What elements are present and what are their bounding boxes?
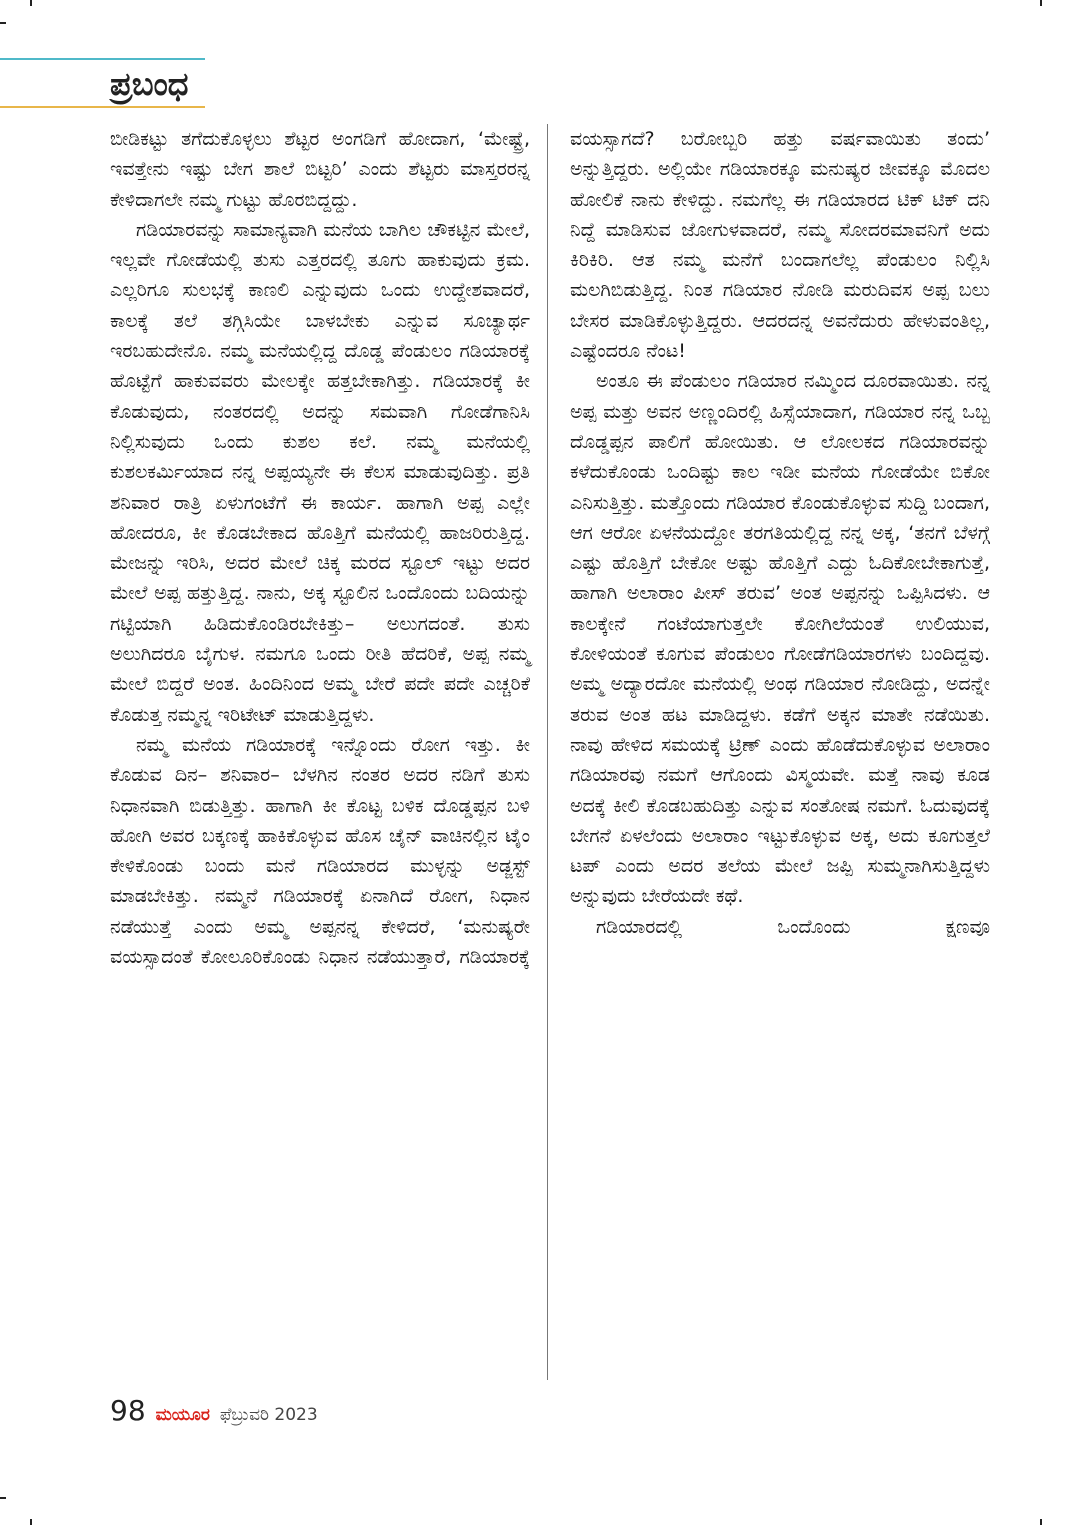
paragraph: ನಮ್ಮ ಮನೆಯ ಗಡಿಯಾರಕ್ಕೆ ಇನ್ನೊಂದು ರೋಗ ಇತ್ತು. ಕೀ ಕೊಡುವ ದಿನ– ಶನಿವಾರ– ಬೆಳಗಿನ ನಂತರ ಅದರ ನಡಿಗೆ ತುಸು ನಿಧಾನವಾಗಿ ಬಿಡುತ್ತಿತ್ತು. ಹಾಗಾಗಿ ಕೀ ಕೊಟ್ಟ ಬಳಿಕ ದೊಡ್ಡಪ್ಪನ ಬಳಿ ಹೋಗಿ ಅವರ ಬಕ್ಕಣಕ್ಕೆ ಹಾಕಿಕೊಳ್ಳುವ ಹೊಸ ಚೈನ್ ವಾಚಿನಲ್ಲಿನ ಟೈಂ ಕೇಳಿಕೊಂಡು ಬಂದು ಮನೆ ಗಡಿಯಾರದ ಮುಳ್ಳನ್ನು ಅಡ್ಜಸ್ಟ್ ಮಾಡಬೇಕಿತ್ತು. ನಮ್ಮನೆ ಗಡಿಯಾರಕ್ಕೆ ಏನಾಗಿದೆ ರೋಗ, ನಿಧಾನ ನಡೆಯುತ್ತೆ ಎಂದು ಅಮ್ಮ ಅಪ್ಪನನ್ನ ಕೇಳಿದರೆ, ‘ಮನುಷ್ಯರೇ ವಯಸ್ಸಾದಂತೆ ಕೋಲೂರಿಕೊಂಡು ನಿಧಾನ ನಡೆಯುತ್ತಾರೆ, ಗಡಿಯಾರಕ್ಕೆ: [110, 733, 530, 969]
issue-date: ಫೆಬ್ರುವರಿ 2023: [219, 1405, 318, 1425]
article-column-right: [570, 124, 990, 942]
page-number: 98: [110, 1394, 146, 1427]
crop-mark-top-left: [0, 22, 6, 24]
article-column-left: [110, 124, 530, 972]
paragraph: ಅಂತೂ ಈ ಪೆಂಡುಲಂ ಗಡಿಯಾರ ನಮ್ಮಿಂದ ದೂರವಾಯಿತು. ನನ್ನ ಅಪ್ಪ ಮತ್ತು ಅವನ ಅಣ್ಣಂದಿರಲ್ಲಿ ಹಿಸ್ಸೆಯಾದಾಗ, ಗಡಿಯಾರ ನನ್ನ ಒಬ್ಬ ದೊಡ್ಡಪ್ಪನ ಪಾಲಿಗೆ ಹೋಯಿತು. ಆ ಲೋಲಕದ ಗಡಿಯಾರವನ್ನು ಕಳೆದುಕೊಂಡು ಒಂದಿಷ್ಟು ಕಾಲ ಇಡೀ ಮನೆಯ ಗೋಡೆಯೇ ಬಿಕೋ ಎನಿಸುತ್ತಿತ್ತು. ಮತ್ತೊಂದು ಗಡಿಯಾರ ಕೊಂಡುಕೊಳ್ಳುವ ಸುದ್ದಿ ಬಂದಾಗ, ಆಗ ಆರೋ ಏಳನೆಯದ್ದೋ ತರಗತಿಯಲ್ಲಿದ್ದ ನನ್ನ ಅಕ್ಕ, ‘ತನಗೆ ಬೆಳಗ್ಗೆ ಎಷ್ಟು ಹೊತ್ತಿಗೆ ಬೇಕೋ ಅಷ್ಟು ಹೊತ್ತಿಗೆ ಎದ್ದು ಓದಿಕೋಬೇಕಾಗುತ್ತೆ, ಹಾಗಾಗಿ ಅಲಾರಾಂ ಪೀಸ್ ತರುವ’ ಅಂತ ಅಪ್ಪನನ್ನು ಒಪ್ಪಿಸಿದಳು. ಆ ಕಾಲಕ್ಕೇನೆ ಗಂಟೆಯಾಗುತ್ತಲೇ ಕೋಗಿಲೆಯಂತೆ ಉಲಿಯುವ, ಕೋಳಿಯಂತೆ ಕೂಗುವ ಪೆಂಡುಲಂ ಗೋಡೆಗಡಿಯಾರಗಳು ಬಂದಿದ್ದವು. ಅಮ್ಮ ಅದ್ಯಾರದೋ ಮನೆಯಲ್ಲಿ ಅಂಥ ಗಡಿಯಾರ ನೋಡಿದ್ದು, ಅದನ್ನೇ ತರುವ ಅಂತ ಹಟ ಮಾಡಿದ್ದಳು. ಕಡೆಗೆ ಅಕ್ಕನ ಮಾತೇ ನಡೆಯಿತು. ನಾವು ಹೇಳಿದ ಸಮಯಕ್ಕೆ ಟ್ರಿಣ್ ಎಂದು ಹೊಡೆದುಕೊಳ್ಳುವ ಅಲಾರಾಂ ಗಡಿಯಾರವು ನಮಗೆ ಆಗೊಂದು ವಿಸ್ಮಯವೇ. ಮತ್ತೆ ನಾವು ಕೂಡ ಅದಕ್ಕೆ ಕೀಲಿ ಕೊಡಬಹುದಿತ್ತು ಎನ್ನುವ ಸಂತೋಷ ನಮಗೆ. ಓದುವುದಕ್ಕೆ ಬೇಗನೆ ಏಳಲೆಂದು ಅಲಾರಾಂ ಇಟ್ಟುಕೊಳ್ಳುವ ಅಕ್ಕ, ಅದು ಕೂಗುತ್ತಲೆ ಟಪ್ ಎಂದು ಅದರ ತಲೆಯ ಮೇಲೆ ಜಪ್ಪಿ ಸುಮ್ಮನಾಗಿಸುತ್ತಿದ್ದಳು ಅನ್ನುವುದು ಬೇರೆಯದೇ ಕಥೆ.: [570, 370, 990, 908]
header-rule-gold: [0, 106, 205, 108]
crop-mark-bottom-left-vertical: [30, 1519, 32, 1525]
crop-mark-bottom-left: [0, 1497, 6, 1499]
crop-mark-bottom-right: [1040, 1519, 1042, 1525]
magazine-logo: ಮಯೂರ: [155, 1405, 210, 1425]
paragraph: ಗಡಿಯಾರದಲ್ಲಿ ಒಂದೊಂದು ಕ್ಷಣವೂ: [596, 915, 990, 938]
header-rule-teal: [0, 58, 205, 60]
crop-mark-top-left-vertical: [30, 0, 32, 6]
crop-mark-top-right: [1040, 0, 1042, 6]
paragraph: ವಯಸ್ಸಾಗದೆ? ಬರೋಬ್ಬರಿ ಹತ್ತು ವರ್ಷವಾಯಿತು ತಂದು’ ಅನ್ನುತ್ತಿದ್ದರು. ಅಲ್ಲಿಯೇ ಗಡಿಯಾರಕ್ಕೂ ಮನುಷ್ಯರ ಜೀವಕ್ಕೂ ಮೊದಲ ಹೋಲಿಕೆ ನಾನು ಕೇಳಿದ್ದು. ನಮಗೆಲ್ಲ ಈ ಗಡಿಯಾರದ ಟಿಕ್ ಟಿಕ್ ದನಿ ನಿದ್ದೆ ಮಾಡಿಸುವ ಜೋಗುಳವಾದರೆ, ನಮ್ಮ ಸೋದರಮಾವನಿಗೆ ಅದು ಕಿರಿಕಿರಿ. ಆತ ನಮ್ಮ ಮನೆಗೆ ಬಂದಾಗಲೆಲ್ಲ ಪೆಂಡುಲಂ ನಿಲ್ಲಿಸಿ ಮಲಗಿಬಿಡುತ್ತಿದ್ದ. ನಿಂತ ಗಡಿಯಾರ ನೋಡಿ ಮರುದಿವಸ ಅಪ್ಪ ಬಲು ಬೇಸರ ಮಾಡಿಕೊಳ್ಳುತ್ತಿದ್ದರು. ಆದರದನ್ನ ಅವನೆದುರು ಹೇಳುವಂತಿಲ್ಲ, ಎಷ್ಟೆಂದರೂ ನೆಂಟ!: [570, 128, 990, 363]
paragraph: ಗಡಿಯಾರವನ್ನು ಸಾಮಾನ್ಯವಾಗಿ ಮನೆಯ ಬಾಗಿಲ ಚೌಕಟ್ಟಿನ ಮೇಲೆ, ಇಲ್ಲವೇ ಗೋಡೆಯಲ್ಲಿ ತುಸು ಎತ್ತರದಲ್ಲಿ ತೂಗು ಹಾಕುವುದು ಕ್ರಮ. ಎಲ್ಲರಿಗೂ ಸುಲಭಕ್ಕೆ ಕಾಣಲಿ ಎನ್ನುವುದು ಒಂದು ಉದ್ದೇಶವಾದರೆ, ಕಾಲಕ್ಕೆ ತಲೆ ತಗ್ಗಿಸಿಯೇ ಬಾಳಬೇಕು ಎನ್ನುವ ಸೂಚ್ಯಾರ್ಥ ಇರಬಹುದೇನೊ. ನಮ್ಮ ಮನೆಯಲ್ಲಿದ್ದ ದೊಡ್ಡ ಪೆಂಡುಲಂ ಗಡಿಯಾರಕ್ಕೆ ಹೊಟ್ಟೆಗೆ ಹಾಕುವವರು ಮೇಲಕ್ಕೇ ಹತ್ತಬೇಕಾಗಿತ್ತು. ಗಡಿಯಾರಕ್ಕೆ ಕೀ ಕೊಡುವುದು, ನಂತರದಲ್ಲಿ ಅದನ್ನು ಸಮವಾಗಿ ಗೋಡೆಗಾನಿಸಿ ನಿಲ್ಲಿಸುವುದು ಒಂದು ಕುಶಲ ಕಲೆ. ನಮ್ಮ ಮನೆಯಲ್ಲಿ ಕುಶಲಕರ್ಮಿಯಾದ ನನ್ನ ಅಪ್ಪಯ್ಯನೇ ಈ ಕೆಲಸ ಮಾಡುವುದಿತ್ತು. ಪ್ರತಿ ಶನಿವಾರ ರಾತ್ರಿ ಏಳುಗಂಟೆಗೆ ಈ ಕಾರ್ಯ. ಹಾಗಾಗಿ ಅಪ್ಪ ಎಲ್ಲೇ ಹೋದರೂ, ಕೀ ಕೊಡಬೇಕಾದ ಹೊತ್ತಿಗೆ ಮನೆಯಲ್ಲಿ ಹಾಜರಿರುತ್ತಿದ್ದ. ಮೇಜನ್ನು ಇರಿಸಿ, ಅದರ ಮೇಲೆ ಚಿಕ್ಕ ಮರದ ಸ್ಟೂಲ್ ಇಟ್ಟು ಅದರ ಮೇಲೆ ಅಪ್ಪ ಹತ್ತುತ್ತಿದ್ದ. ನಾನು, ಅಕ್ಕ ಸ್ಟೂಲಿನ ಒಂದೊಂದು ಬದಿಯನ್ನು ಗಟ್ಟಿಯಾಗಿ ಹಿಡಿದುಕೊಂಡಿರಬೇಕಿತ್ತು– ಅಲುಗದಂತೆ. ತುಸು ಅಲುಗಿದರೂ ಬೈಗುಳ. ನಮಗೂ ಒಂದು ರೀತಿ ಹೆದರಿಕೆ, ಅಪ್ಪ ನಮ್ಮ ಮೇಲೆ ಬಿದ್ದರೆ ಅಂತ. ಹಿಂದಿನಿಂದ ಅಮ್ಮ ಬೇರೆ ಪದೇ ಪದೇ ಎಚ್ಚರಿಕೆ ಕೊಡುತ್ತ ನಮ್ಮನ್ನ ಇರಿಟೇಟ್ ಮಾಡುತ್ತಿದ್ದಳು.: [110, 218, 530, 726]
section-title: ಪ್ರಬಂಧ: [110, 65, 189, 103]
column-divider: [547, 124, 548, 1380]
page-footer: [110, 1394, 318, 1427]
paragraph: ಬೀಡಿಕಟ್ಟು ತಗೆದುಕೊಳ್ಳಲು ಶೆಟ್ಟರ ಅಂಗಡಿಗೆ ಹೋದಾಗ, ‘ಮೇಷ್ಟ್ರೆ, ಇವತ್ತೇನು ಇಷ್ಟು ಬೇಗ ಶಾಲೆ ಬಿಟ್ಟರಿ’ ಎಂದು ಶೆಟ್ಟರು ಮಾಸ್ತರರನ್ನ ಕೇಳಿದಾಗಲೇ ನಮ್ಮ ಗುಟ್ಟು ಹೊರಬಿದ್ದದ್ದು.: [110, 128, 530, 211]
